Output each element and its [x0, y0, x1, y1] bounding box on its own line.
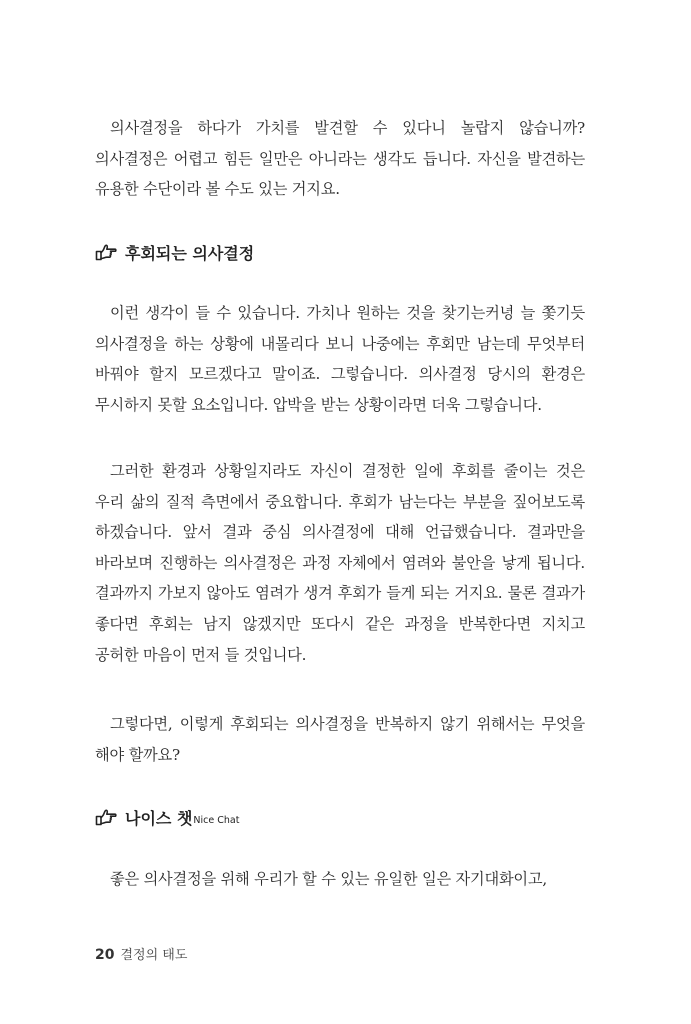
heading-text: 후회되는 의사결정 — [125, 243, 255, 263]
paragraph-1: 의사결정을 하다가 가치를 발견할 수 있다니 놀랍지 않습니까? 의사결정은 어렵고 힘든 일만은 아니라는 생각도 듭니다. 자신을 발견하는 유용한 수단이라 볼 수도 있는 거지요. — [95, 119, 585, 199]
book-title: 결정의 태도 — [120, 948, 188, 963]
section-heading-nice-chat — [95, 805, 239, 829]
heading-text: 나이스 챗 — [125, 808, 193, 828]
section-heading-regret — [95, 240, 254, 264]
pointing-hand-icon — [95, 243, 117, 261]
paragraph-2: 이런 생각이 들 수 있습니다. 가치나 원하는 것을 찾기는커녕 늘 쫓기듯 의사결정을 하는 상황에 내몰리다 보니 나중에는 후회만 남는데 무엇부터 바꿔야 할지 모르겠다고 말이죠. 그렇습니다. 의사결정 당시의 환경은 무시하지 못할 요소입니다. 압박을 받는 상황이라면 더욱 그렇습니다. — [95, 304, 585, 414]
paragraph-5: 좋은 의사결정을 위해 우리가 할 수 있는 유일한 일은 자기대화이고, — [110, 870, 547, 888]
paragraph-4: 그렇다면, 이렇게 후회되는 의사결정을 반복하지 않기 위해서는 무엇을 해야 할까요? — [95, 715, 585, 764]
book-page — [95, 0, 585, 1024]
page-number: 20 — [95, 947, 115, 963]
heading-subtext: Nice Chat — [193, 814, 240, 826]
pointing-hand-icon — [95, 808, 117, 826]
paragraph-3: 그러한 환경과 상황일지라도 자신이 결정한 일에 후회를 줄이는 것은 우리 삶의 질적 측면에서 중요합니다. 후회가 남는다는 부분을 짚어보도록 하겠습니다. 앞서 결과 중심 의사결정에 대해 언급했습니다. 결과만을 바라보며 진행하는 의사결정은 과정 자체에서 염려와 불안을 낳게 됩니다. 결과까지 가보지 않아도 염려가 생겨 후회가 들게 되는 거지요. 물론 결과가 좋다면 후회는 남지 않겠지만 또다시 같은 과정을 반복한다면 지치고 공허한 마음이 먼저 들 것입니다. — [95, 462, 585, 664]
page-footer — [95, 944, 187, 963]
